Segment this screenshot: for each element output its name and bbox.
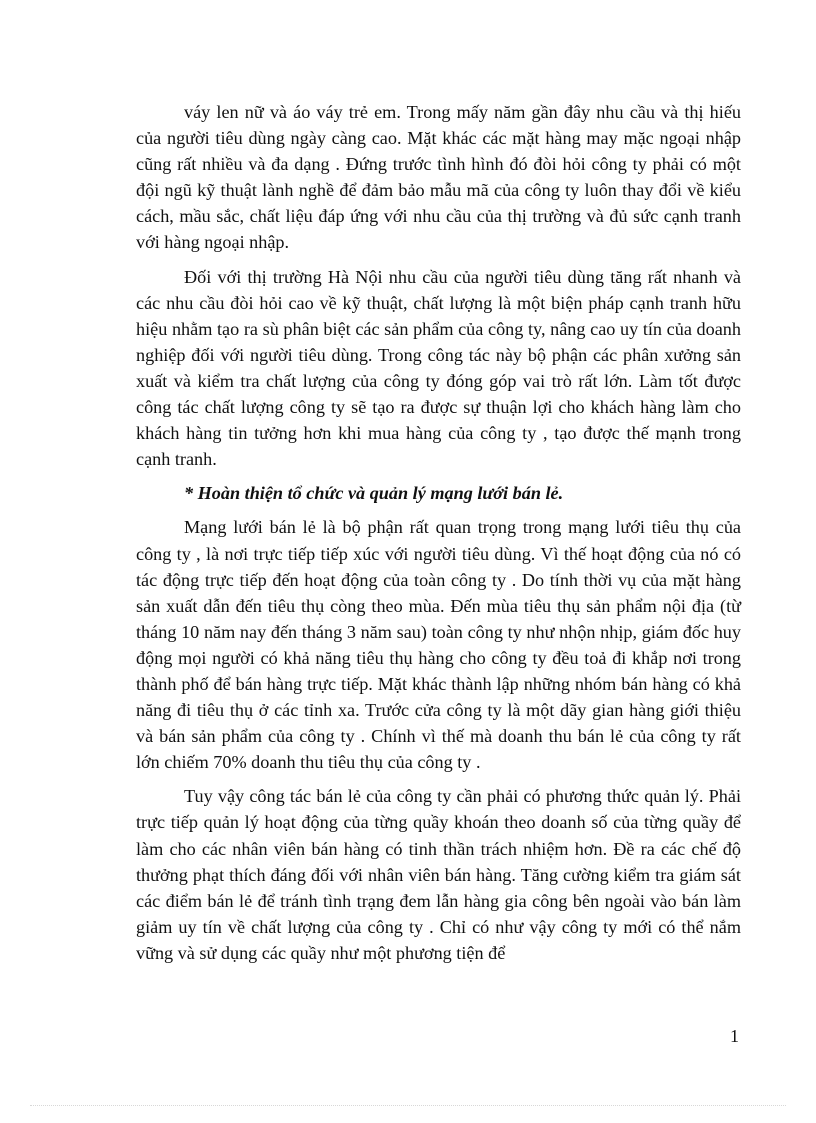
paragraph-retail-network: Mạng lưới bán lẻ là bộ phận rất quan trọng trong mạng lưới tiêu thụ của công ty , là nơi trực tiếp tiếp xúc với người tiêu dùng. Vì thế hoạt động của nó có tác động trực tiếp đến hoạt động của toàn công ty . Do tính thời vụ của mặt hàng sản xuất dẫn đến tiêu thụ còng theo mùa. Đến mùa tiêu thụ sản phẩm nội địa (từ tháng 10 năm nay đến tháng 3 năm sau) toàn công ty như nhộn nhịp, giám đốc huy động mọi người có khả năng tiêu thụ hàng cho công ty đều toả đi khắp nơi trong thành phố để bán hàng trực tiếp. Mặt khác thành lập những nhóm bán hàng có khả năng đi tiêu thụ ở các tỉnh xa. Trước cửa công ty là một dãy gian hàng giới thiệu và bán sản phẩm của công ty . Chính vì thế mà doanh thu bán lẻ của công ty rất lớn chiếm 70% doanh thu tiêu thụ của công ty . <box>136 517 741 773</box>
paragraph-retail-management: Tuy vậy công tác bán lẻ của công ty cần phải có phương thức quản lý. Phải trực tiếp quản lý hoạt động của từng quầy khoán theo doanh số của từng quầy để làm cho các nhân viên bán hàng có tinh thần trách nhiệm hơn. Đề ra các chế độ thưởng phạt thích đáng đối với nhân viên bán hàng. Tăng cường kiểm tra giám sát các điểm bán lẻ để tránh tình trạng đem lẫn hàng gia công bên ngoài vào bán làm giảm uy tín về chất lượng của công ty . Chỉ có như vậy công ty mới có thể nắm vững và sử dụng các quầy như một phương tiện để <box>136 786 741 963</box>
footer-divider <box>30 1105 786 1106</box>
paragraph-product-demand: váy len nữ và áo váy trẻ em. Trong mấy năm gần đây nhu cầu và thị hiếu của người tiêu dùng ngày càng cao. Mặt khác các mặt hàng may mặc ngoại nhập cũng rất nhiều và đa dạng . Đứng trước tình hình đó đòi hỏi công ty phải có một đội ngũ kỹ thuật lành nghề để đảm bảo mẫu mã của công ty luôn thay đổi về kiểu cách, mầu sắc, chất liệu đáp ứng với nhu cầu của thị trường và đủ sức cạnh tranh với hàng ngoại nhập. <box>136 102 741 253</box>
paragraph-hanoi-market: Đối với thị trường Hà Nội nhu cầu của người tiêu dùng tăng rất nhanh và các nhu cầu đòi hỏi cao về kỹ thuật, chất lượng là một biện pháp cạnh tranh hữu hiệu nhằm tạo ra sù phân biệt các sản phẩm của công ty, nâng cao uy tín của doanh nghiệp đối với người tiêu dùng. Trong công tác này bộ phận các phân xưởng sản xuất và kiểm tra chất lượng của công ty đóng góp vai trò rất lớn. Làm tốt được công tác chất lượng công ty sẽ tạo ra được sự thuận lợi cho khách hàng làm cho khách hàng tin tưởng hơn khi mua hàng của công ty , tạo được thế mạnh trong cạnh tranh. <box>136 266 741 470</box>
section-heading: * Hoàn thiện tổ chức và quản lý mạng lưới bán lẻ. <box>184 483 564 504</box>
page-number: 1 <box>730 1026 739 1046</box>
document-body <box>136 99 741 974</box>
